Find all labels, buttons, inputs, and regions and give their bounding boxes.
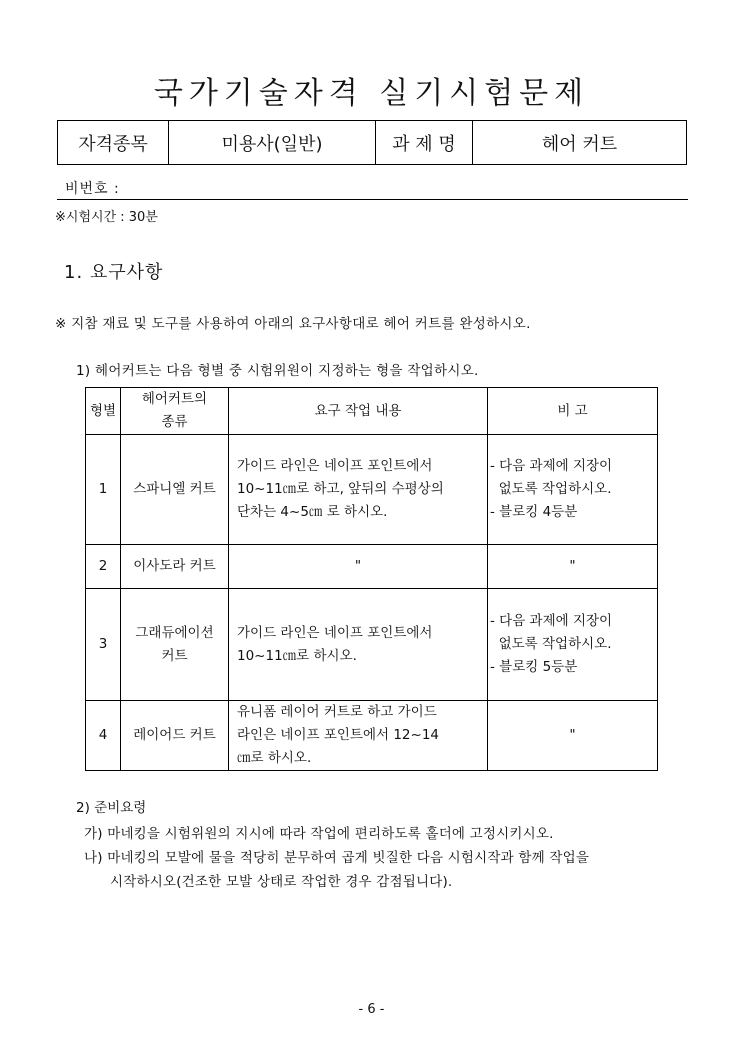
remark-line: - 다음 과제에 지장이 xyxy=(490,613,613,629)
header-type: 형별 xyxy=(86,388,121,435)
secret-number-label: 비번호 : xyxy=(65,181,120,197)
document-title: 국가기술자격 실기시험문제 xyxy=(153,76,590,111)
content-line: 10~11㎝로 하고, 앞뒤의 수평상의 xyxy=(237,481,444,497)
row-remark xyxy=(488,435,658,545)
field-value: 미용사(일반) xyxy=(169,121,376,165)
content-line: 10~11㎝로 하시오. xyxy=(237,647,357,664)
row-num: 1 xyxy=(86,435,121,545)
table-row xyxy=(86,545,658,589)
content-line: 가이드 라인은 네이프 포인트에서 xyxy=(237,458,433,474)
row-remark xyxy=(488,589,658,701)
remark-line: 없도록 작업하시오. xyxy=(490,636,612,652)
remark-line: - 블로킹 4등분 xyxy=(490,504,578,520)
page-number: - 6 - xyxy=(358,1002,385,1017)
kind-line: 그래듀에이션 xyxy=(135,624,214,641)
remark-line: - 다음 과제에 지장이 xyxy=(490,458,613,474)
requirements-note: ※ 지참 재료 및 도구를 사용하여 아래의 요구사항대로 헤어 커트를 완성하시오. xyxy=(55,316,531,332)
task-label: 과 제 명 xyxy=(376,121,473,165)
sub-item-2: 2) 준비요령 xyxy=(76,800,147,816)
exam-time: ※시험시간 : 30분 xyxy=(55,210,158,225)
header-remark: 비 고 xyxy=(488,388,658,435)
content-line: 라인은 네이프 포인트에서 12~14 xyxy=(237,727,439,743)
prep-item-na: 나) 마네킹의 모발에 물을 적당히 분무하여 곱게 빗질한 다음 시험시작과 함께 작업을 xyxy=(84,850,590,866)
row-content xyxy=(229,435,488,545)
row-num: 3 xyxy=(86,589,121,701)
content-line: 가이드 라인은 네이프 포인트에서 xyxy=(237,624,433,641)
table-header-row xyxy=(86,388,658,435)
section-heading: 1. 요구사항 xyxy=(64,262,164,283)
row-num: 4 xyxy=(86,701,121,771)
row-content xyxy=(229,701,488,771)
content-line: ㎝로 하시오. xyxy=(237,750,312,766)
field-label: 자격종목 xyxy=(58,121,169,165)
row-num: 2 xyxy=(86,545,121,589)
row-content xyxy=(229,589,488,701)
task-value: 헤어 커트 xyxy=(473,121,687,165)
table-row xyxy=(86,435,658,545)
table-row xyxy=(86,589,658,701)
row-remark: " xyxy=(488,545,658,589)
row-kind: 스파니엘 커트 xyxy=(121,435,229,545)
prep-item-na-continued: 시작하시오(건조한 모발 상태로 작업한 경우 감점됩니다). xyxy=(110,874,453,890)
row-kind xyxy=(121,589,229,701)
divider-line xyxy=(57,199,688,200)
kind-line: 커트 xyxy=(161,647,188,664)
row-kind: 이사도라 커트 xyxy=(121,545,229,589)
header-content: 요구 작업 내용 xyxy=(229,388,488,435)
content-line: 단차는 4~5㎝ 로 하시오. xyxy=(237,504,388,520)
remark-line: 없도록 작업하시오. xyxy=(490,481,612,497)
table-row xyxy=(86,701,658,771)
header-kind xyxy=(121,388,229,435)
row-content: " xyxy=(229,545,488,589)
info-table xyxy=(57,120,687,165)
header-kind-line1: 헤어커트의 xyxy=(141,391,208,407)
header-kind-line2: 종류 xyxy=(161,414,188,430)
row-kind: 레이어드 커트 xyxy=(121,701,229,771)
sub-item-1: 1) 헤어커트는 다음 형별 중 시험위원이 지정하는 형을 작업하시오. xyxy=(76,363,479,379)
content-line: 유니폼 레이어 커트로 하고 가이드 xyxy=(237,704,437,720)
remark-line: - 블로킹 5등분 xyxy=(490,659,578,675)
row-remark: " xyxy=(488,701,658,771)
prep-item-ga: 가) 마네킹을 시험위원의 지시에 따라 작업에 편리하도록 홀더에 고정시키시오. xyxy=(84,826,554,842)
haircut-table xyxy=(85,387,658,771)
